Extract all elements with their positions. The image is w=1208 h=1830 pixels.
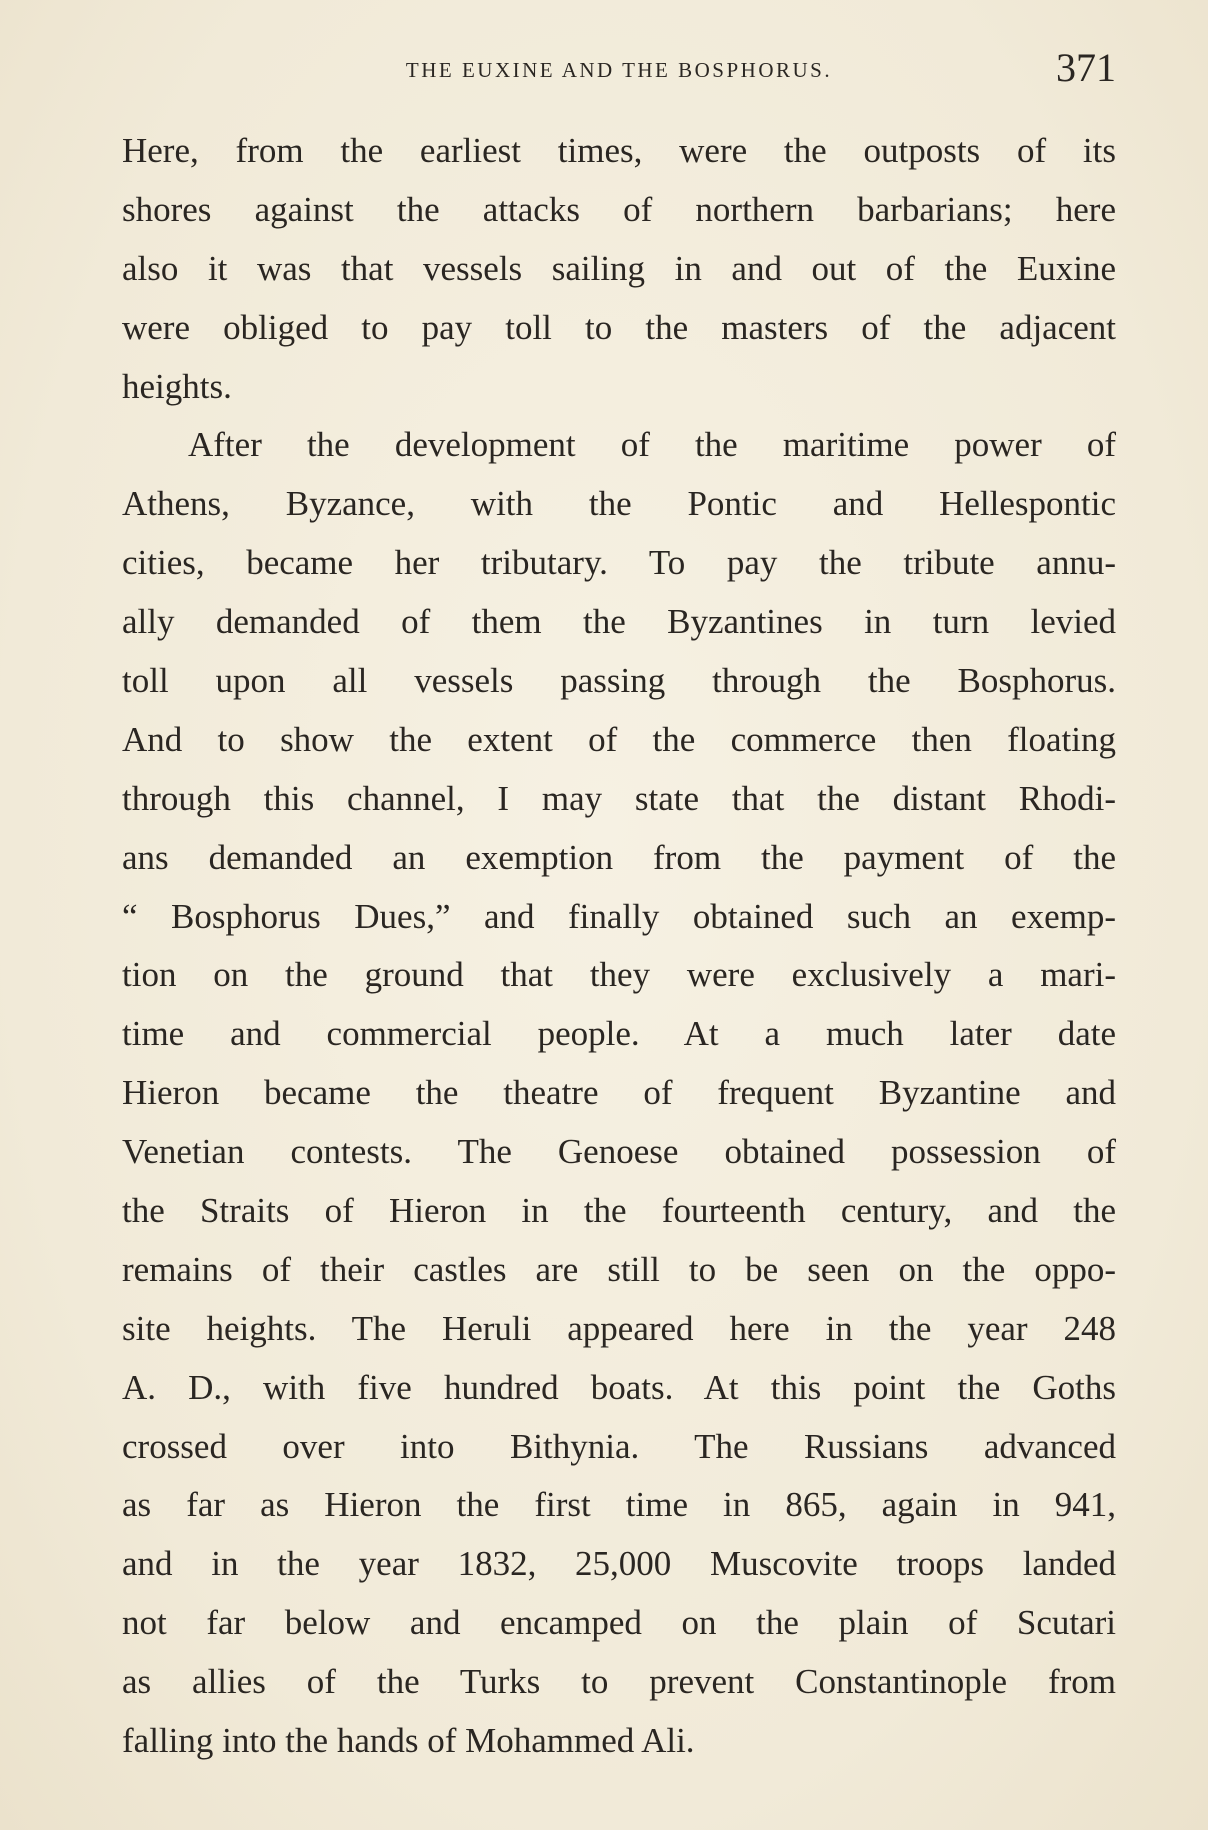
text-line: Venetian contests. The Genoese obtained possession of [122,1132,1116,1172]
text-line: toll upon all vessels passing through the Bosphorus. [122,661,1116,701]
text-line: tion on the ground that they were exclusively a mari- [122,955,1116,995]
text-line: as far as Hieron the first time in 865, again in 941, [122,1485,1116,1525]
text-line: crossed over into Bithynia. The Russians advanced [122,1426,1116,1466]
text-line: time and commercial people. At a much later date [122,1014,1116,1054]
text-line: Here, from the earliest times, were the outposts of its [122,131,1116,170]
text-line: the Straits of Hieron in the fourteenth century, and the [122,1191,1116,1231]
text-line: Athens, Byzance, with the Pontic and Hellespontic [122,484,1116,524]
text-line: falling into the hands of Mohammed Ali. [122,1721,695,1761]
text-line: shores against the attacks of northern barbarians; here [122,189,1116,229]
text-line: Hieron became the theatre of frequent Byzantine and [122,1073,1116,1113]
text-line: A. D., with five hundred boats. At this point the Goths [122,1367,1116,1407]
text-line: as allies of the Turks to prevent Constantinople from [122,1662,1116,1702]
text-line: not far below and encamped on the plain of Scutari [122,1603,1116,1643]
text-line: “ Bosphorus Dues,” and finally obtained such an exemp- [122,896,1116,936]
text-line: were obliged to pay toll to the masters of the adjacent [122,307,1116,347]
running-head-title: THE EUXINE AND THE BOSPHORUS. [405,58,833,82]
text-line: remains of their castles are still to be seen on the oppo- [122,1249,1116,1289]
paragraph-2 [122,416,1116,1770]
text-line: site heights. The Heruli appeared here in the year 248 [122,1308,1116,1348]
text-line: heights. [122,366,232,406]
text-line: ally demanded of them the Byzantines in turn levied [122,602,1116,642]
text-line: through this channel, I may state that the distant Rhodi- [122,778,1116,818]
paragraph-1 [122,122,1116,416]
text-line: And to show the extent of the commerce then floating [122,719,1116,759]
page-number: 371 [1056,45,1116,90]
text-line: also it was that vessels sailing in and out of the Euxine [122,248,1116,288]
text-line: ans demanded an exemption from the payment of the [122,837,1116,877]
body-text [122,122,1116,1771]
text-line: and in the year 1832, 25,000 Muscovite troops landed [122,1544,1116,1584]
text-line: After the development of the maritime power of [188,425,1116,465]
text-line: cities, became her tributary. To pay the tribute annu- [122,543,1116,583]
running-head [122,44,1116,104]
